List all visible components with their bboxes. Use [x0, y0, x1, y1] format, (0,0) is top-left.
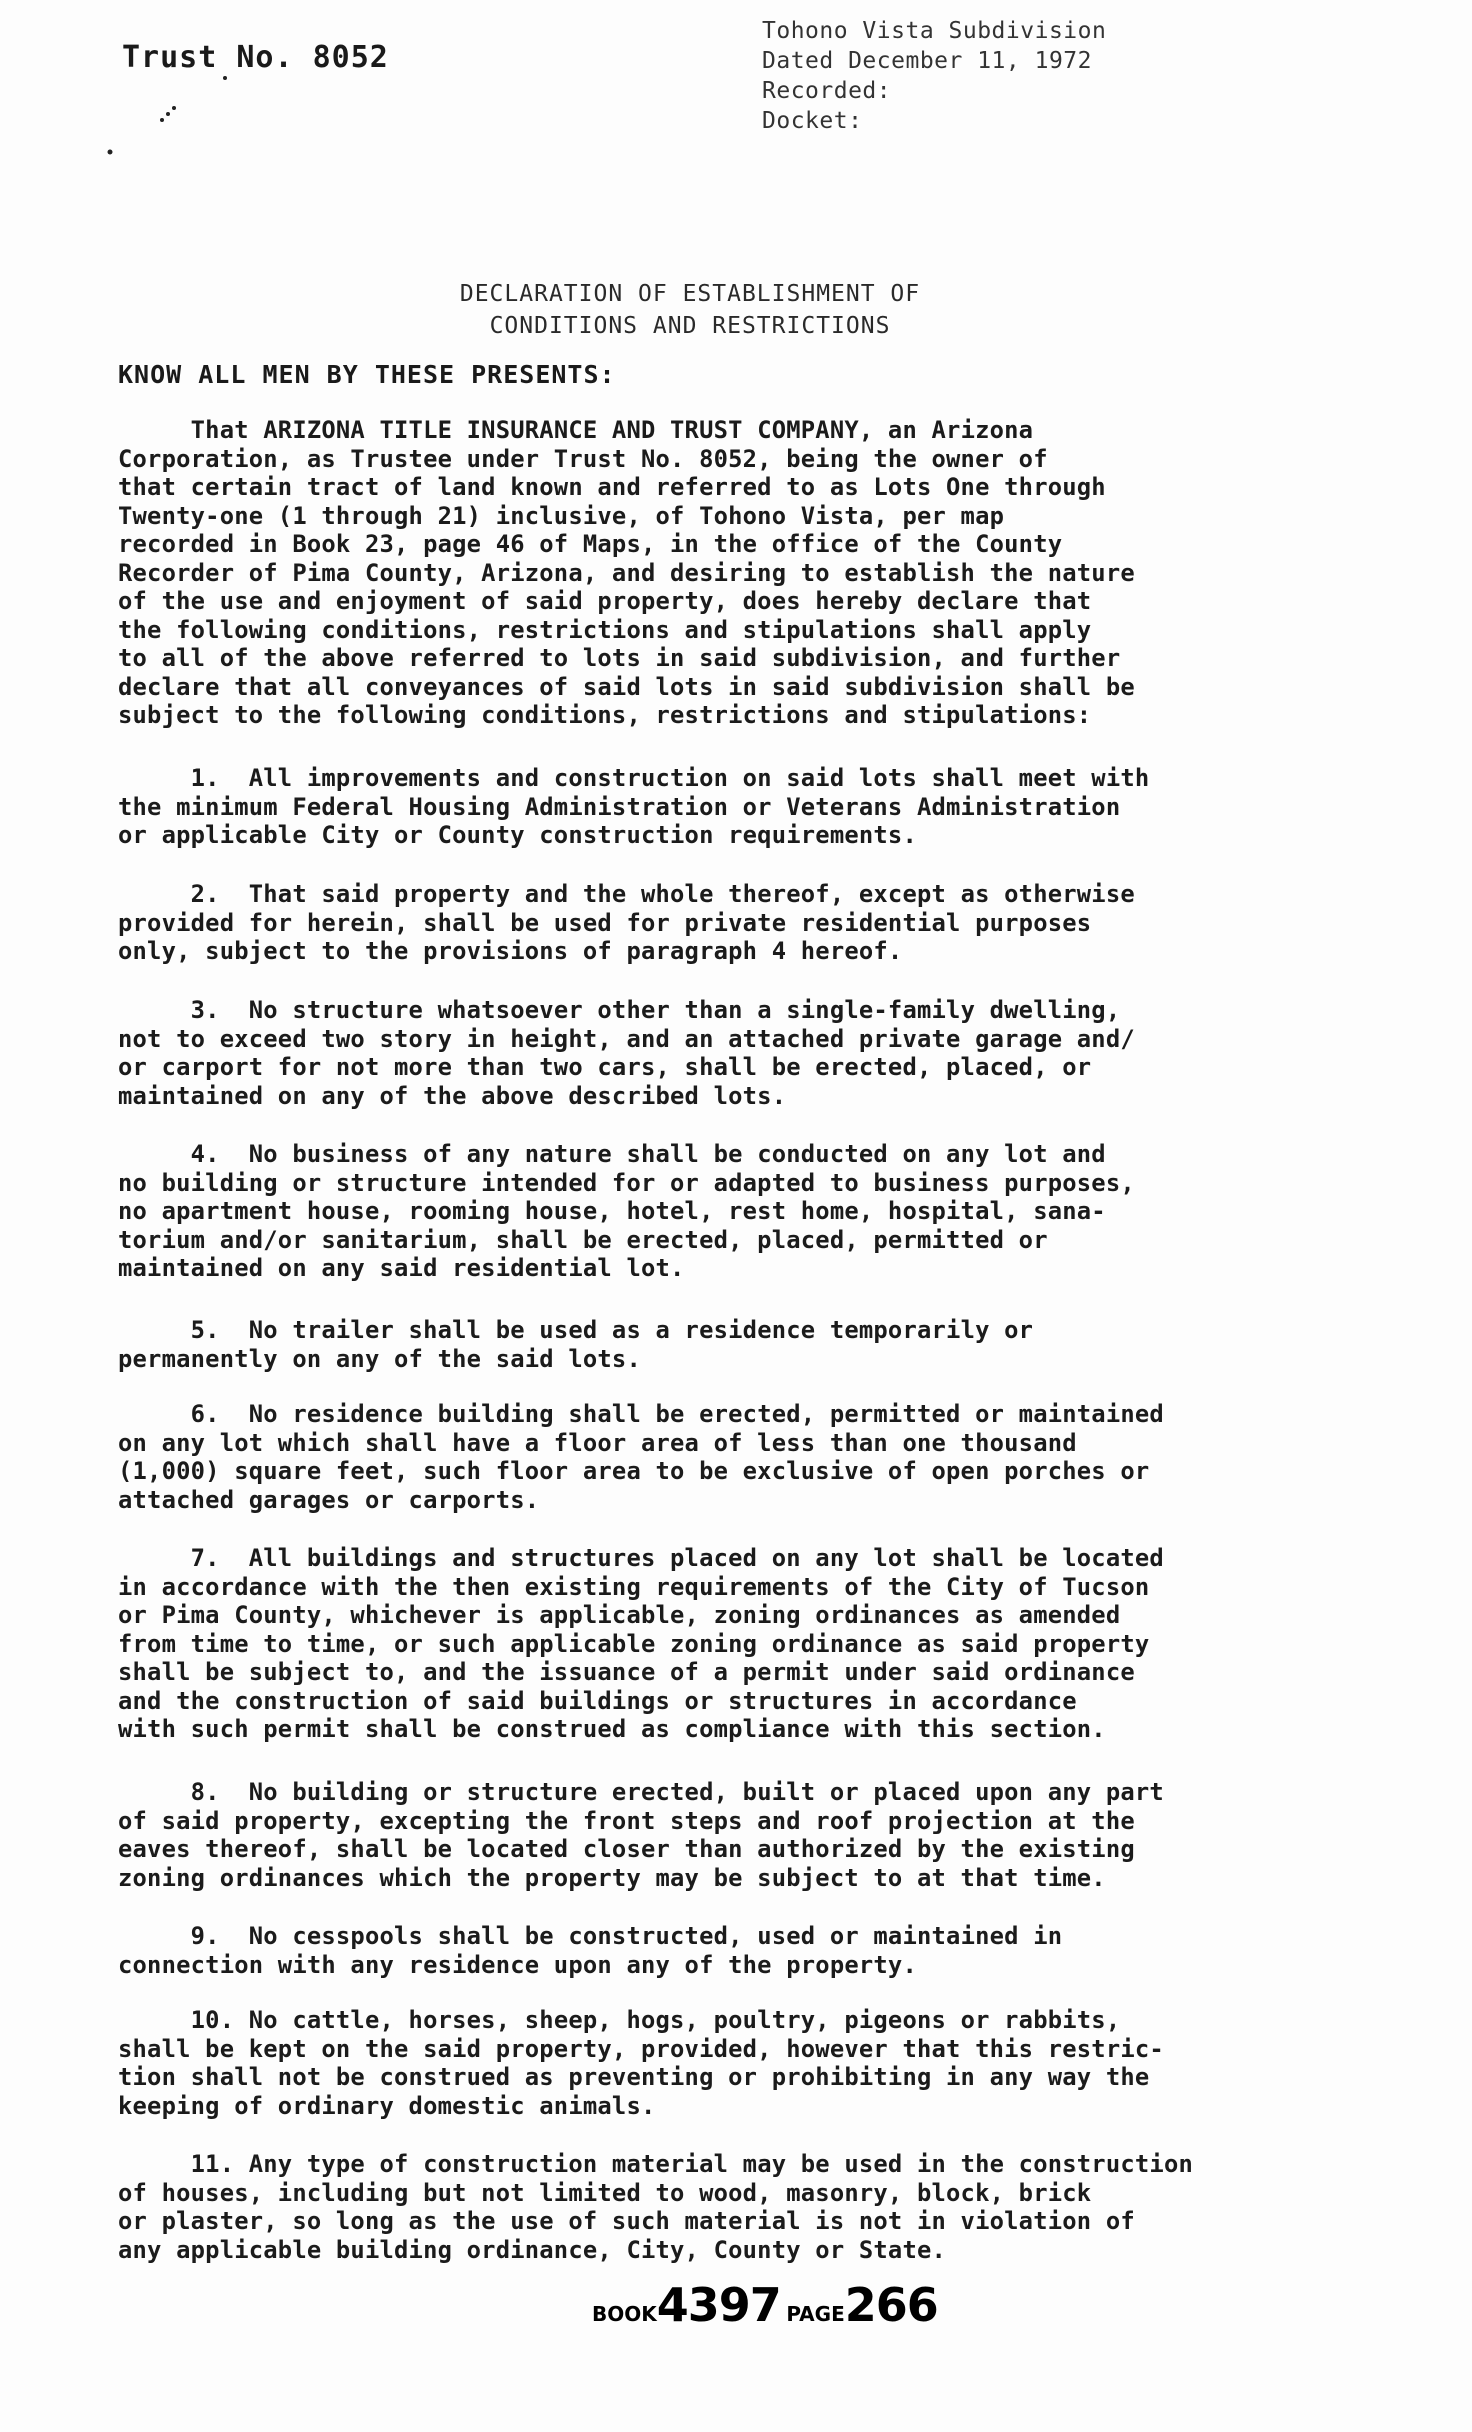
page-label: PAGE [786, 2302, 845, 2326]
trust-number: Trust No. 8052 [122, 40, 389, 75]
header-date: Dated December 11, 1972 [762, 48, 1092, 74]
condition-2: 2. That said property and the whole thereof, except as otherwise provided for herein, shall be used for private residential purposes only, subject to the provisions of paragraph 4 hereof. [118, 880, 1135, 965]
condition-10: 10. No cattle, horses, sheep, hogs, poultry, pigeons or rabbits, shall be kept on the said property, provided, however that this restric- tion shall not be construed as preventing or prohibiting in any way the keeping of ordinary domestic animals. [118, 2006, 1164, 2120]
book-label: BOOK [592, 2302, 657, 2326]
condition-3: 3. No structure whatsoever other than a single-family dwelling, not to exceed two story in height, and an attached private garage and/ or carport for not more than two cars, shall be erected, placed, or maintained on any of the above described lots. [118, 996, 1135, 1110]
book-number: 4397 [656, 2278, 781, 2332]
header-docket: Docket: [762, 108, 863, 134]
salutation: KNOW ALL MEN BY THESE PRESENTS: [118, 360, 616, 389]
condition-4: 4. No business of any nature shall be conducted on any lot and no building or structure intended for or adapted to business purposes, no apartment house, rooming house, hotel, rest home, hospital, sana- torium and/or sanitarium, shall be erected, placed, permitted or maintained on any said residential lot. [118, 1140, 1135, 1282]
condition-5: 5. No trailer shall be used as a residence temporarily or permanently on any of the said lots. [118, 1316, 1034, 1373]
condition-9: 9. No cesspools shall be constructed, used or maintained in connection with any residence upon any of the property. [118, 1922, 1063, 1979]
header-subdivision: Tohono Vista Subdivision [762, 18, 1107, 44]
condition-8: 8. No building or structure erected, built or placed upon any part of said property, excepting the front steps and roof projection at the eaves thereof, shall be located closer than authorized by the existing zoning ordinances which the property may be subject to at that time. [118, 1778, 1164, 1892]
condition-11: 11. Any type of construction material may be used in the construction of houses, including but not limited to wood, masonry, block, brick or plaster, so long as the use of such material is not in violation of any applicable building ordinance, City, County or State. [118, 2150, 1193, 2264]
header-recorded: Recorded: [762, 78, 892, 104]
condition-1: 1. All improvements and construction on said lots shall meet with the minimum Federal Housing Administration or Veterans Administration or applicable City or County construction requirements. [118, 764, 1150, 849]
page-number: 266 [844, 2278, 938, 2332]
document-title [340, 278, 1040, 342]
preamble-paragraph: That ARIZONA TITLE INSURANCE AND TRUST COMPANY, an Arizona Corporation, as Trustee under Trust No. 8052, being the owner of that certain tract of land known and referred to as Lots One through Twenty-one (1 through 21) inclusive, of Tohono Vista, per map recorded in Book 23, page 46 of Maps, in the office of the County Recorder of Pima County, Arizona, and desiring to establish the nature of the use and enjoyment of said property, does hereby declare that the following conditions, restrictions and stipulations shall apply to all of the above referred to lots in said subdivision, and further declare that all conveyances of said lots in said subdivision shall be subject to the following conditions, restrictions and stipulations: [118, 416, 1135, 729]
title-line-2: CONDITIONS AND RESTRICTIONS [489, 313, 891, 339]
title-line-1: DECLARATION OF ESTABLISHMENT OF [459, 281, 921, 307]
document-header [762, 16, 1106, 136]
condition-6: 6. No residence building shall be erected, permitted or maintained on any lot which shall have a floor area of less than one thousand (1,000) square feet, such floor area to be exclusive of open porches or attached garages or carports. [118, 1400, 1164, 1514]
condition-7: 7. All buildings and structures placed on any lot shall be located in accordance with the then existing requirements of the City of Tucson or Pima County, whichever is applicable, zoning ordinances as amended from time to time, or such applicable zoning ordinance as said property shall be subject to, and the issuance of a permit under said ordinance and the construction of said buildings or structures in accordance with such permit shall be construed as compliance with this section. [118, 1544, 1164, 1743]
scan-specks [0, 0, 300, 200]
book-page-reference [592, 2278, 938, 2332]
